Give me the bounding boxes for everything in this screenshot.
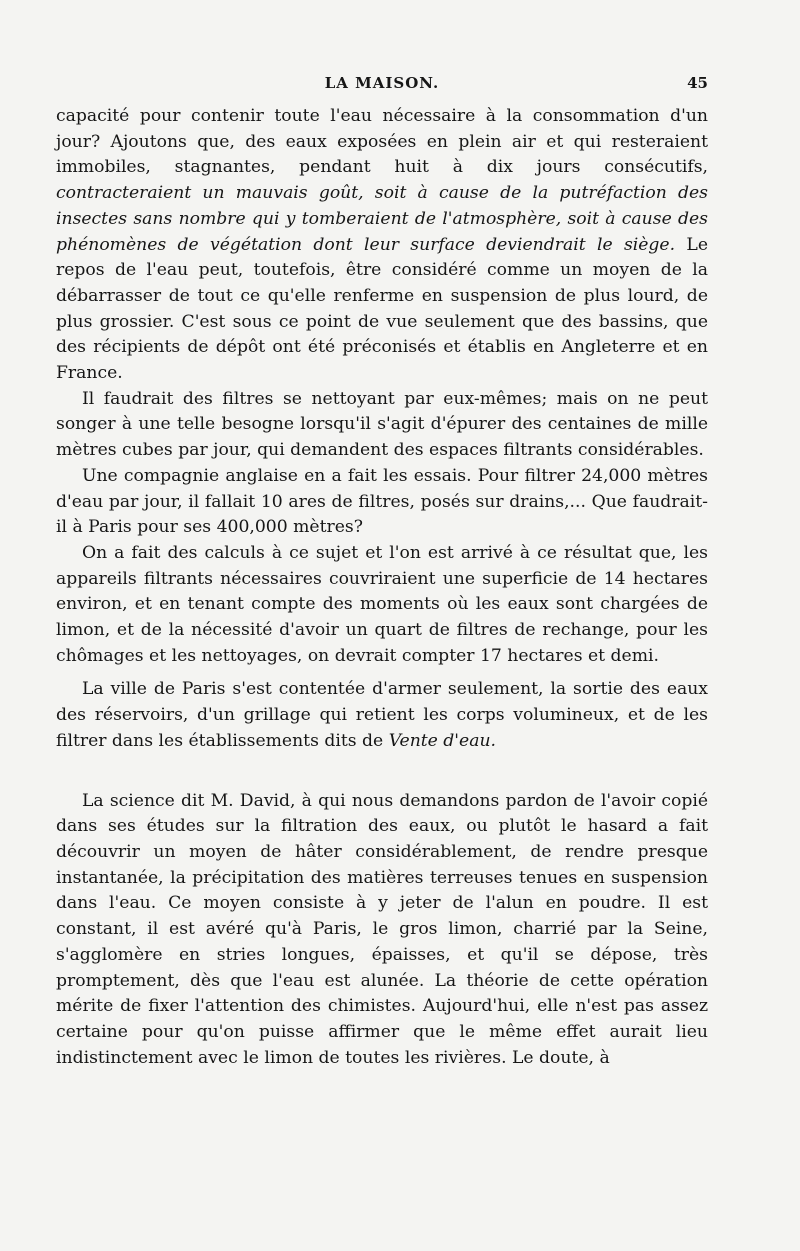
paragraph-1-end: Le repos de l'eau peut, toutefois, être considéré comme un moyen de la débarrasser de tout ce qu'elle renferme en suspension de plus lourd, de plus grossier. C'est sous ce point de vue seulement que des bassins, que des récipients de dépôt ont été préconisés et établis en Angleterre et en France. — [56, 234, 708, 384]
paragraph-5-start: La ville de Paris s'est contentée d'armer seulement, la sortie des eaux des réservoirs, d'un grillage qui retient les corps volumineux, et de les filtrer dans les établissements dits de — [56, 679, 708, 751]
body-text — [56, 104, 708, 1071]
paragraph-4: On a fait des calculs à ce sujet et l'on est arrivé à ce résultat que, les appareils filtrants nécessaires couvriraient une superficie de 14 hectares environ, et en tenant compte des moments où les eaux sont chargées de limon, et de la nécessité d'avoir un quart de filtres de rechange, pour les chômages et les nettoyages, on devrait compter 17 hectares et demi. — [56, 542, 708, 666]
paragraph-5-italic: Vente d'eau. — [388, 730, 496, 751]
book-page — [56, 74, 708, 1071]
paragraph-1-start: capacité pour contenir toute l'eau nécessaire à la consommation d'un jour? Ajoutons que, des eaux exposées en plein air et qui resteraient immobiles, stagnantes, pendant huit à dix jours consécutifs, — [56, 106, 708, 178]
paragraph-1-italic: contracteraient un mauvais goût, soit à cause de la putréfaction des insectes sans nombre qui y tomberaient de l'atmosphère, soit à cause des phénomènes de végétation dont leur surface deviendrait le siège. — [56, 183, 708, 255]
paragraph-1 — [56, 104, 708, 387]
running-title: LA MAISON. — [324, 74, 440, 92]
paragraph-5 — [56, 677, 708, 754]
paragraph-6: La science dit M. David, à qui nous demandons pardon de l'avoir copié dans ses études sur la filtration des eaux, ou plutôt le hasard a fait découvrir un moyen de hâter considérablement, de rendre presque instantanée, la précipitation des matières terreuses tenues en suspension dans l'eau. Ce moyen consiste à y jeter de l'alun en poudre. Il est constant, il est avéré qu'à Paris, le gros limon, charrié par la Seine, s'agglomère en stries longues, épaisses, et qu'il se dépose, très promptement, dès que l'eau est alunée. La théorie de cette opération mérite de fixer l'attention des chimistes. Aujourd'hui, elle n'est pas assez certaine pour qu'on puisse affirmer que le même effet aurait lieu indistinctement avec le limon de toutes les rivières. Le doute, à — [56, 790, 708, 1068]
paragraph-3: Une compagnie anglaise en a fait les essais. Pour filtrer 24,000 mètres d'eau par jour, il fallait 10 ares de filtres, posés sur drains,... Que faudrait-il à Paris pour ses 400,000 mètres? — [56, 465, 708, 538]
page-number: 45 — [687, 74, 708, 92]
paragraph-2: Il faudrait des filtres se nettoyant par eux-mêmes; mais on ne peut songer à une telle besogne lorsqu'il s'agit d'épurer des centaines de mille mètres cubes par jour, qui demandent des espaces filtrants considérables. — [56, 388, 708, 461]
running-head — [56, 74, 708, 98]
